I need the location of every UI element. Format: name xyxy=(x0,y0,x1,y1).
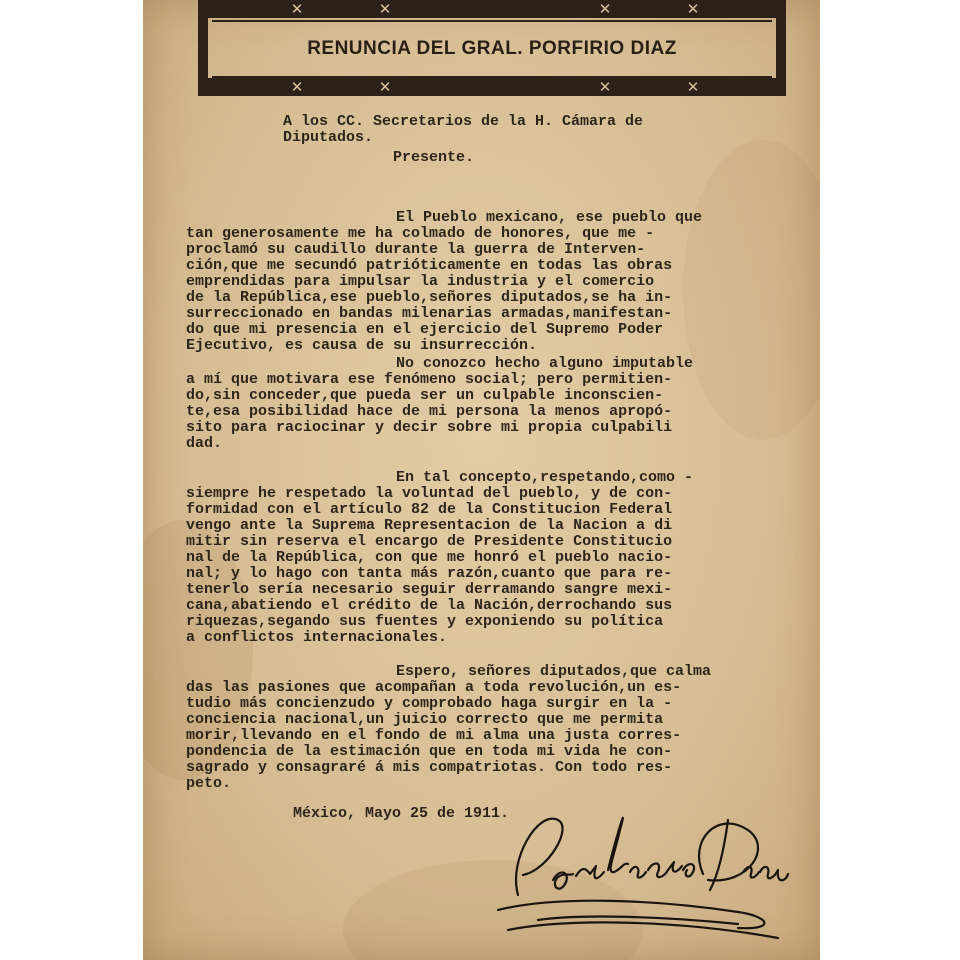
body-line: En tal concepto,respetando,como - xyxy=(396,469,694,486)
banner-x-ornament: ✕ xyxy=(290,0,304,18)
banner-x-ornament: ✕ xyxy=(290,78,304,96)
body-line: No conozco hecho alguno imputable xyxy=(396,355,694,372)
body-line: a mí que motivara ese fenómeno social; pero permitien- xyxy=(186,371,673,388)
greeting: Presente. xyxy=(393,149,475,166)
title-box xyxy=(212,20,772,78)
banner-x-ornament: ✕ xyxy=(686,78,700,96)
signature-image xyxy=(478,800,798,950)
banner-x-ornament: ✕ xyxy=(598,78,612,96)
body-line: pondencia de la estimación que en toda mi vida he con- xyxy=(186,743,673,760)
address-line-1: A los CC. Secretarios de la H. Cámara de xyxy=(283,113,644,130)
banner-bottom-band xyxy=(198,78,786,96)
banner-x-ornament: ✕ xyxy=(378,78,392,96)
body-line: formidad con el artículo 82 de la Constitucion Federal xyxy=(186,501,673,518)
body-line: siempre he respetado la voluntad del pueblo, y de con- xyxy=(186,485,673,502)
body-line: das las pasiones que acompañan a toda revolución,un es- xyxy=(186,679,682,696)
body-line: do que mi presencia en el ejercicio del Supremo Poder xyxy=(186,321,664,338)
body-line: proclamó su caudillo durante la guerra de Interven- xyxy=(186,241,646,258)
body-line: cana,abatiendo el crédito de la Nación,derrochando sus xyxy=(186,597,673,614)
body-line: tenerlo sería necesario seguir derramando sangre mexi- xyxy=(186,581,673,598)
body-line: riquezas,segando sus fuentes y exponiendo su política xyxy=(186,613,664,630)
title-banner xyxy=(198,0,786,98)
body-line: tudio más concienzudo y comprobado haga surgir en la - xyxy=(186,695,673,712)
banner-top-band xyxy=(198,0,786,18)
banner-x-ornament: ✕ xyxy=(598,0,612,18)
body-line: Ejecutivo, es causa de su insurrección. xyxy=(186,337,538,354)
body-line: sito para raciocinar y decir sobre mi propia culpabili xyxy=(186,419,673,436)
body-line: de la República,ese pueblo,señores diputados,se ha in- xyxy=(186,289,673,306)
document-title: RENUNCIA DEL GRAL. PORFIRIO DIAZ xyxy=(307,38,677,59)
body-line: El Pueblo mexicano, ese pueblo que xyxy=(396,209,703,226)
body-line: vengo ante la Suprema Representacion de la Nacion a di xyxy=(186,517,673,534)
body-line: nal de la República, con que me honró el pueblo nacio- xyxy=(186,549,673,566)
banner-x-ornament: ✕ xyxy=(686,0,700,18)
date-line: México, Mayo 25 de 1911. xyxy=(293,805,510,822)
body-line: tan generosamente me ha colmado de honores, que me - xyxy=(186,225,655,242)
body-line: emprendidas para impulsar la industria y el comercio xyxy=(186,273,655,290)
body-line: te,esa posibilidad hace de mi persona la menos apropó- xyxy=(186,403,673,420)
body-line: Espero, señores diputados,que calma xyxy=(396,663,712,680)
body-line: surreccionado en bandas milenarias armadas,manifestan- xyxy=(186,305,673,322)
body-line: ción,que me secundó patrióticamente en todas las obras xyxy=(186,257,673,274)
body-line: morir,llevando en el fondo de mi alma una justa corres- xyxy=(186,727,682,744)
body-line: mitir sin reserva el encargo de Presidente Constitucio xyxy=(186,533,673,550)
body-line: peto. xyxy=(186,775,232,792)
address-line-2: Diputados. xyxy=(283,129,374,146)
body-line: dad. xyxy=(186,435,223,452)
body-line: a conflictos internacionales. xyxy=(186,629,448,646)
body-line: sagrado y consagraré á mis compatriotas. Con todo res- xyxy=(186,759,673,776)
body-line: nal; y lo hago con tanta más razón,cuanto que para re- xyxy=(186,565,673,582)
body-line: conciencia nacional,un juicio correcto que me permita xyxy=(186,711,664,728)
document-page xyxy=(143,0,820,960)
paper-stain xyxy=(683,140,820,440)
banner-x-ornament: ✕ xyxy=(378,0,392,18)
body-line: do,sin conceder,que pueda ser un culpable inconscien- xyxy=(186,387,664,404)
